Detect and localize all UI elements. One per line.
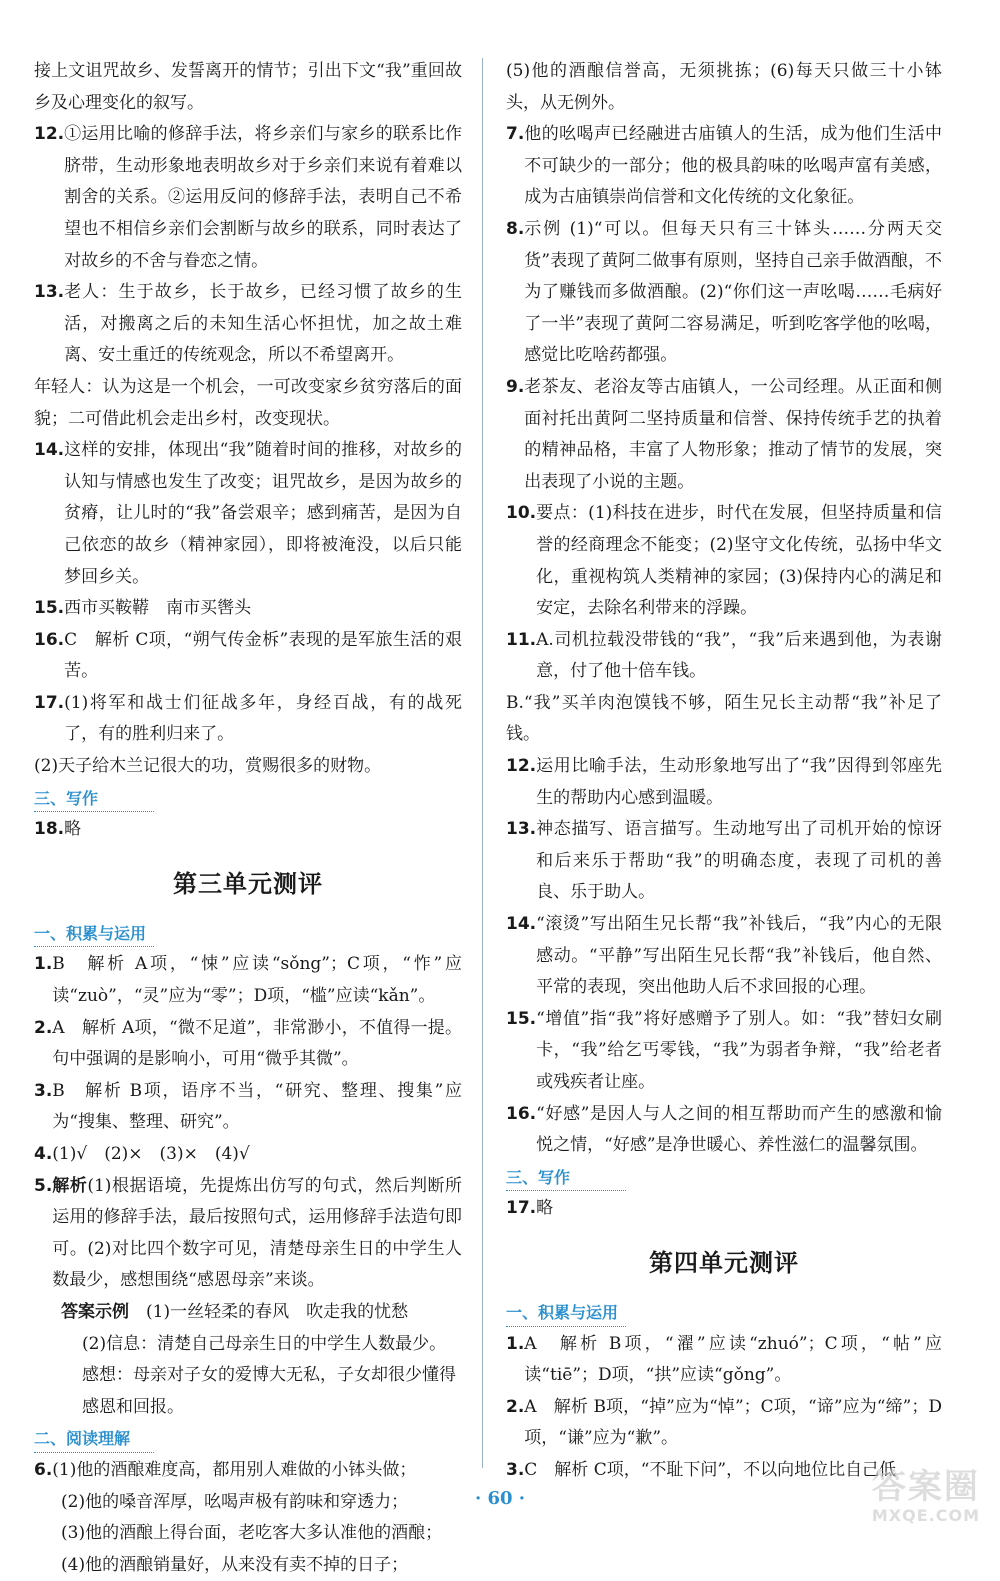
unit3-answer-15: 15. “增值”指“我”将好感赠予了别人。如：“我”替妇女刷卡，“我”给乞丐零钱，“我”为弱者争辩，“我”给老者或残疾者让座。 [506,1008,942,1092]
answer-13: 13. 老人：生于故乡，长于故乡，已经习惯了故乡的生活，对搬离之后的未知生活心怀担忧，加之故土难离、安土重迁的传统观念，所以不希望离开。 [34,282,462,366]
answer-15: 15. 西市买鞍鞯 南市买辔头 [34,598,252,619]
answer-14: 14. 这样的安排，体现出“我”随着时间的推移，对故乡的认知与情感也发生了改变；诅咒故乡，是因为故乡的贫瘠，让儿时的“我”备尝艰辛；感到痛苦，是因为自己依恋的故乡（精神家园），即将被淹没，以后只能梦回乡关。 [34,440,462,587]
unit3-answer-16: 16. “好感”是因人与人之间的相互帮助而产生的感激和愉悦之情，“好感”是净世暖心、养性滋仁的温馨氛围。 [506,1103,942,1156]
page-number: · 60 · [474,1488,526,1509]
section-heading-accumulation-2: 一、积累与运用 [506,1297,942,1329]
unit3-answer-5-example-1: 答案示例 (1)一丝轻柔的春风 吹走我的忧愁 [61,1301,409,1322]
unit4-answer-1: 1. A 解析 B项，“濯”应读“zhuó”；C项，“帖”应读“tiē”；D项，“拱”应读“gǒng”。 [506,1333,942,1386]
right-column [506,56,942,1487]
unit3-answer-12: 12. 运用比喻手法，生动形象地写出了“我”因得到邻座先生的帮助内心感到温暖。 [506,756,942,808]
unit3-answer-5-example-3: 感想：母亲对子女的爱博大无私，子女却很少懂得感恩和回报。 [82,1365,456,1417]
unit-4-title: 第四单元测评 [649,1247,799,1277]
unit3-answer-14: 14. “滚烫”写出陌生兄长帮“我”补钱后，“我”内心的无限感动。“平静”写出陌生兄长帮“我”补钱后，他自然、平常的表现，突出他助人后不求回报的心理。 [506,914,942,998]
unit3-answer-17: 17. 略 [506,1198,554,1219]
unit3-answer-10: 10. 要点：(1)科技在进步，时代在发展，但坚持质量和信誉的经商理念不能变；(2)坚守文化传统，弘扬中华文化，重视构筑人类精神的家园；(3)保持内心的满足和安定，去除名利带来的浮躁。 [506,503,942,619]
unit3-answer-11: 11. A.司机拉载没带钱的“我”，“我”后来遇到他，为表谢意，付了他十倍车钱。 [506,629,942,682]
unit3-answer-7: 7. 他的吆喝声已经融进古庙镇人的生活，成为他们生活中不可缺少的一部分；他的极具韵味的吆喝声富有美感，成为古庙镇崇尚信誉和文化传统的文化象征。 [506,124,942,208]
answer-13-part2: 年轻人：认为这是一个机会，一可改变家乡贫穷落后的面貌；二可借此机会走出乡村，改变现状。 [34,376,462,429]
unit4-answer-2: 2. A 解析 B项，“掉”应为“悼”；C项，“谛”应为“缔”；D项，“谦”应为“歉”。 [506,1396,942,1449]
answer-continuation: 接上文诅咒故乡、发誓离开的情节；引出下文“我”重回故乡及心理变化的叙写。 [34,61,462,113]
unit3-answer-5: 5. 解析(1)根据语境，先提炼出仿写的句式，然后判断所运用的修辞手法，最后按照句式，运用修辞手法造句即可。(2)对比四个数字可见，清楚母亲生日的中学生人数最少，感想围绕“感恩母亲”来谈。 [34,1175,462,1291]
answer-16: 16. C 解析 C项，“朔气传金柝”表现的是军旅生活的艰苦。 [34,629,462,682]
unit4-answer-3: 3. C 解析 C项，“不耻下问”，不以向地位比自己低 [506,1459,897,1480]
left-column [34,56,462,1581]
unit3-answer-6-line2: (2)他的嗓音浑厚，吆喝声极有韵味和穿透力； [61,1491,409,1512]
unit3-answer-6: 6. (1)他的酒酿难度高，都用别人难做的小钵头做； [34,1459,417,1480]
watermark-logo: 答案圈 MXQE.COM [871,1467,980,1525]
unit3-answer-6-line4: (4)他的酒酿销量好，从来没有卖不掉的日子； [61,1554,409,1575]
section-heading-accumulation: 一、积累与运用 [34,918,462,950]
answer-17: 17. (1)将军和战士们征战多年，身经百战，有的战死了，有的胜利归来了。 [34,692,462,745]
unit3-answer-6-line3: (3)他的酒酿上得台面，老吃客大多认准他的酒酿； [61,1523,443,1544]
unit3-answer-3: 3. B 解析 B项，语序不当，“研究、整理、搜集”应为“搜集、整理、研究”。 [34,1080,462,1133]
unit3-answer-13: 13. 神态描写、语言描写。生动地写出了司机开始的惊讶和后来乐于帮助“我”的明确态度，表现了司机的善良、乐于助人。 [506,819,942,903]
answer-17-part2: (2)天子给木兰记很大的功，赏赐很多的财物。 [34,756,382,777]
answer-18: 18. 略 [34,819,82,840]
unit-3-title: 第三单元测评 [173,868,323,898]
unit3-answer-1: 1. B 解析 A项，“悚”应读“sǒng”；C项，“怍”应读“zuò”，“灵”应为“零”；D项，“槛”应读“kǎn”。 [34,954,462,1007]
unit3-answer-5-example-2: (2)信息：清楚自己母亲生日的中学生人数最少。 [82,1333,447,1354]
column-divider [482,58,483,1468]
section-heading-reading: 二、阅读理解 [34,1423,462,1455]
unit3-answer-4: 4. (1)√ (2)× (3)× (4)√ [34,1144,250,1164]
section-heading-writing: 三、写作 [34,783,462,815]
unit3-answer-2: 2. A 解析 A项，“微不足道”，非常渺小，不值得一提。句中强调的是影响小，可用“微乎其微”。 [34,1017,462,1070]
unit3-answer-9: 9. 老茶友、老浴友等古庙镇人，一公司经理。从正面和侧面衬托出黄阿二坚持质量和信誉、保持传统手艺的执着的精神品格，丰富了人物形象；推动了情节的发展，突出表现了小说的主题。 [506,376,942,492]
unit3-answer-8: 8. 示例 (1)“可以。但每天只有三十钵头……分两天交货”表现了黄阿二做事有原则，坚持自己亲手做酒酿，不为了赚钱而多做酒酿。(2)“你们这一声吆喝……毛病好了一半”表现了黄阿二容易满足，听到吃客学他的吆喝，感觉比吃啥药都强。 [506,218,942,366]
unit3-answer-11-part2: B.“我”买羊肉泡馍钱不够，陌生兄长主动帮“我”补足了钱。 [506,692,942,745]
answer-12: 12. ①运用比喻的修辞手法，将乡亲们与家乡的联系比作脐带，生动形象地表明故乡对于乡亲们来说有着难以割舍的关系。②运用反问的修辞手法，表明自己不希望也不相信乡亲们会割断与故乡的联系，同时表达了对故乡的不舍与眷恋之情。 [34,124,462,271]
answer-6-continuation: (5)他的酒酿信誉高，无须挑拣；(6)每天只做三十小钵头，从无例外。 [506,61,942,113]
section-heading-writing-2: 三、写作 [506,1162,942,1194]
